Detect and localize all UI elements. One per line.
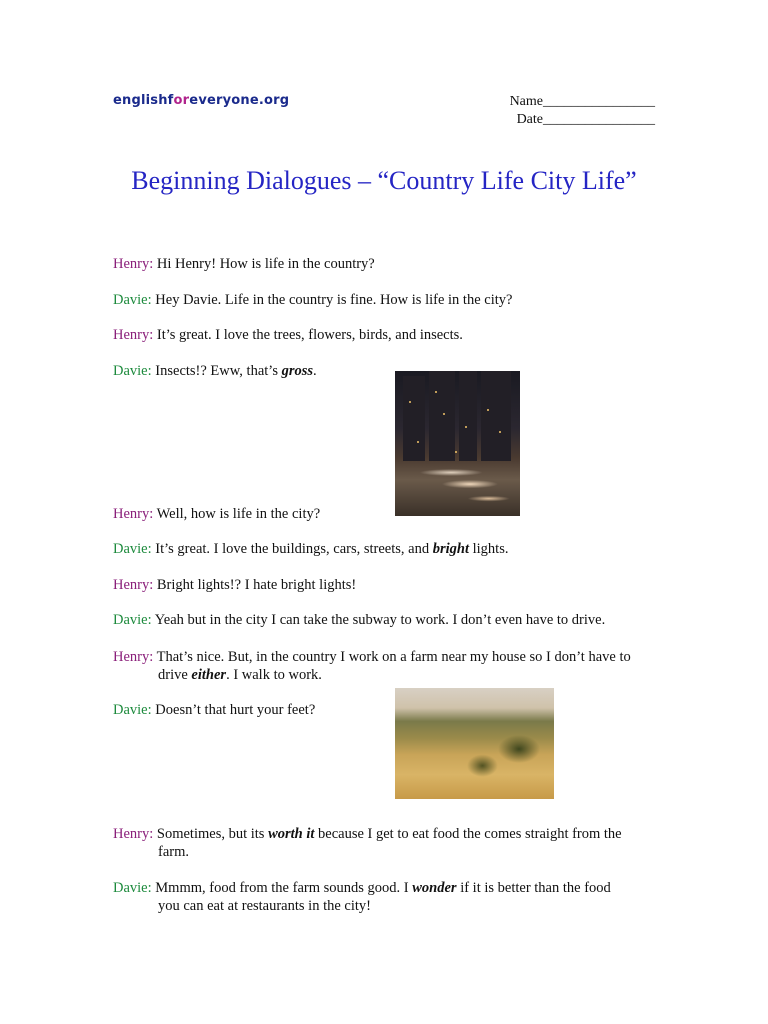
line-text-end: if it is better than the food — [456, 880, 611, 896]
speaker-davie: Davie: — [113, 702, 152, 718]
city-night-photo — [395, 371, 520, 516]
vocab-word: bright — [432, 541, 469, 557]
speaker-henry: Henry: — [113, 649, 154, 665]
dialogue-line — [113, 611, 605, 629]
line-continuation: farm. — [158, 844, 189, 860]
name-line: Name________________ — [509, 94, 655, 109]
line-text-end: . — [313, 363, 317, 379]
speaker-henry: Henry: — [113, 826, 154, 842]
continuation-text: drive — [158, 667, 192, 683]
dialogue-line — [113, 540, 508, 558]
dialogue-line — [113, 291, 512, 309]
line-continuation — [113, 666, 631, 684]
logo-text-part1: englishf — [113, 93, 174, 108]
dialogue-line — [113, 648, 631, 684]
logo-text-part2: everyone.org — [189, 93, 290, 108]
vocab-word: worth it — [268, 826, 315, 842]
line-text: Sometimes, but its — [153, 826, 269, 842]
date-line: Date________________ — [516, 112, 655, 127]
speaker-davie: Davie: — [113, 292, 152, 308]
line-text-end: because I get to eat food the comes straight from the — [314, 826, 622, 842]
line-text: Doesn’t that hurt your feet? — [151, 702, 316, 718]
speaker-davie: Davie: — [113, 612, 152, 628]
vocab-word: wonder — [412, 880, 457, 896]
speaker-davie: Davie: — [113, 541, 152, 557]
speaker-henry: Henry: — [113, 327, 154, 343]
line-text: Bright lights!? I hate bright lights! — [153, 577, 357, 593]
speaker-davie: Davie: — [113, 880, 152, 896]
line-text: Hey Davie. Life in the country is fine. How is life in the city? — [151, 292, 513, 308]
vocab-word: gross — [281, 363, 314, 379]
site-logo — [113, 93, 289, 108]
dialogue-line — [113, 576, 356, 594]
dialogue-line — [113, 255, 375, 273]
continuation-text-end: . I walk to work. — [226, 667, 322, 683]
line-text: It’s great. I love the buildings, cars, streets, and — [151, 541, 433, 557]
vocab-word: either — [191, 667, 227, 683]
line-text-end: lights. — [469, 541, 509, 557]
line-text: Hi Henry! How is life in the country? — [153, 256, 375, 272]
line-text: That’s nice. But, in the country I work on a farm near my house so I don’t have to — [153, 649, 631, 665]
logo-text-accent: or — [173, 93, 190, 108]
line-text: Insects!? Eww, that’s — [151, 363, 282, 379]
dialogue-line — [113, 505, 320, 523]
line-text: Yeah but in the city I can take the subway to work. I don’t even have to drive. — [151, 612, 606, 628]
line-text: Well, how is life in the city? — [153, 506, 321, 522]
line-text: It’s great. I love the trees, flowers, birds, and insects. — [153, 327, 463, 343]
dialogue-line — [113, 825, 658, 861]
dialogue-line — [113, 701, 315, 719]
dialogue-line — [113, 879, 658, 915]
name-date-fields — [498, 93, 655, 129]
speaker-davie: Davie: — [113, 363, 152, 379]
line-text: Mmmm, food from the farm sounds good. I — [151, 880, 413, 896]
speaker-henry: Henry: — [113, 256, 154, 272]
countryside-photo — [395, 688, 554, 799]
dialogue-line — [113, 326, 463, 344]
speaker-henry: Henry: — [113, 506, 154, 522]
dialogue-line — [113, 362, 317, 380]
speaker-henry: Henry: — [113, 577, 154, 593]
page-title: Beginning Dialogues – “Country Life City Life” — [131, 166, 637, 195]
line-continuation: you can eat at restaurants in the city! — [158, 898, 371, 914]
